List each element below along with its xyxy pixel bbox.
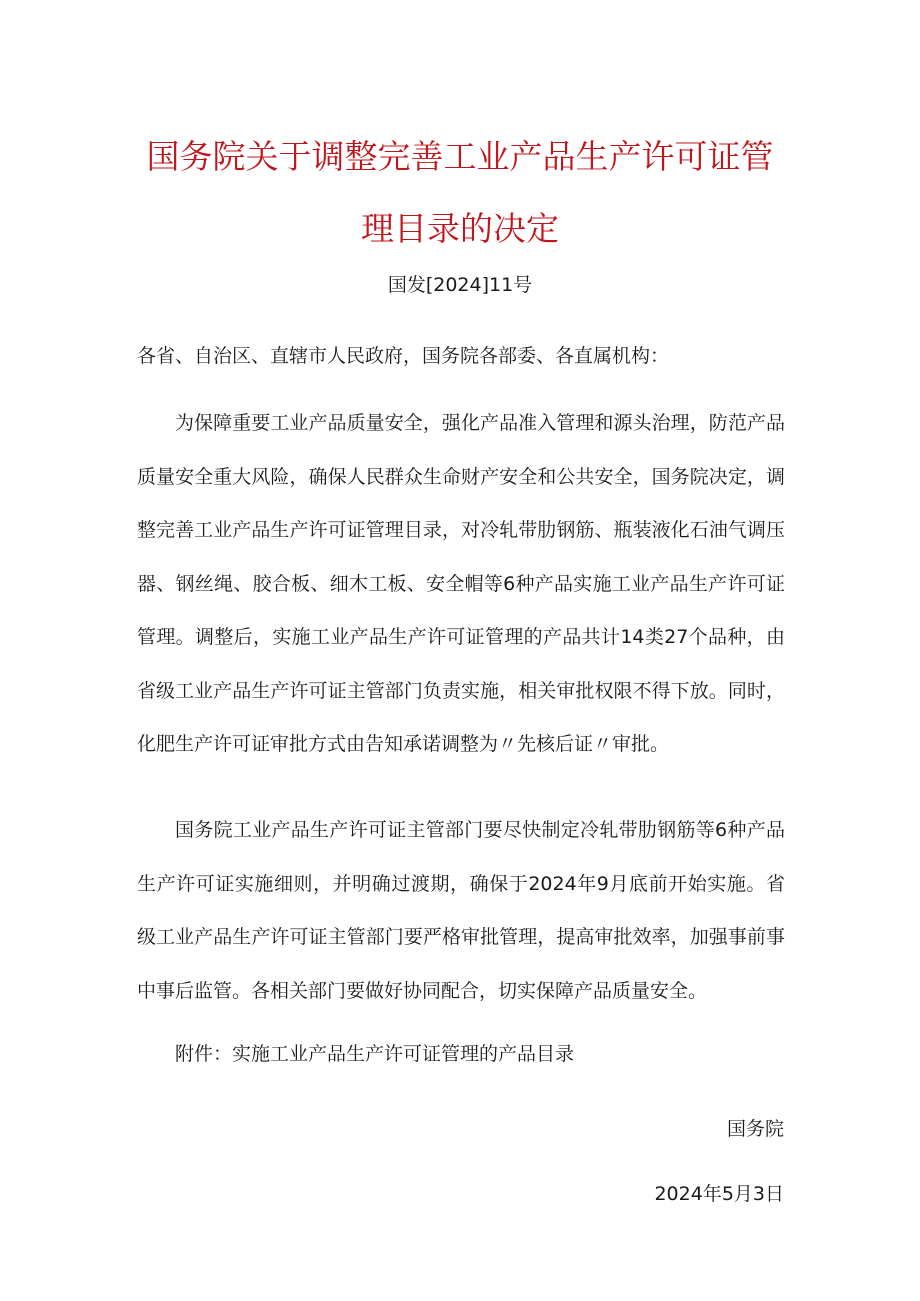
body-paragraph-1: 为保障重要工业产品质量安全，强化产品准入管理和源头治理，防范产品质量安全重大风险，确保人民群众生命财产安全和公共安全，国务院决定，调整完善工业产品生产许可证管理目录，对冷轧带肋钢筋、瓶装液化石油气调压器、钢丝绳、胶合板、细木工板、安全帽等6种产品实施工业产品生产许可证管理。调整后，实施工业产品生产许可证管理的产品共计14类27个品种，由省级工业产品生产许可证主管部门负责实施，相关审批权限不得下放。同时，化肥生产许可证审批方式由告知承诺调整为〃先核后证〃审批。 bbox=[137, 412, 785, 755]
document-title-line-1: 国务院关于调整完善工业产品生产许可证管 bbox=[146, 137, 774, 176]
body-paragraph-2: 国务院工业产品生产许可证主管部门要尽快制定冷轧带肋钢筋等6种产品生产许可证实施细则，并明确过渡期，确保于2024年9月底前开始实施。省级工业产品生产许可证主管部门要严格审批管理，提高审批效率，加强事前事中事后监管。各相关部门要做好协同配合，切实保障产品质量安全。 bbox=[137, 819, 785, 1002]
document-title-line-2: 理目录的决定 bbox=[361, 209, 559, 248]
salutation: 各省、自治区、直辖市人民政府，国务院各部委、各直属机构： bbox=[137, 345, 670, 367]
attachment-note: 附件：实施工业产品生产许可证管理的产品目录 bbox=[175, 1043, 575, 1065]
signing-date: 2024年5月3日 bbox=[654, 1183, 784, 1205]
signer: 国务院 bbox=[726, 1118, 784, 1140]
document-number: 国发[2024]11号 bbox=[387, 274, 533, 296]
